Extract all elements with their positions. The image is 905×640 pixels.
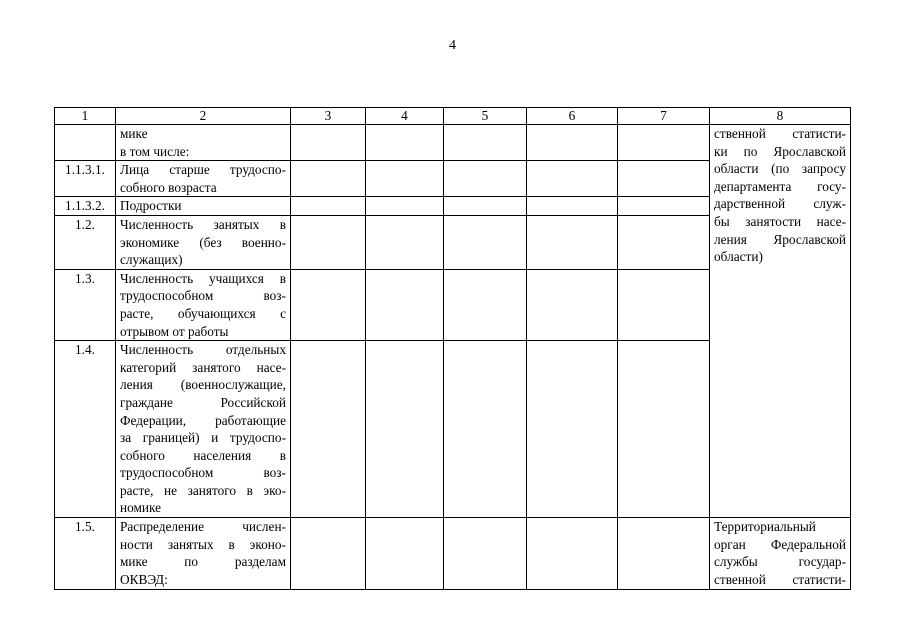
description-line: номике — [120, 500, 162, 516]
page-number: 4 — [449, 38, 456, 53]
source-line: ственной статисти- — [714, 126, 846, 141]
description-line: мике по разделам — [120, 554, 286, 570]
value-cell — [527, 197, 618, 216]
source-line: области (по запросу — [714, 161, 846, 177]
description-line: Численность отдельных — [120, 342, 286, 358]
row-description — [116, 197, 291, 216]
value-cell — [527, 215, 618, 269]
source-line: ственной статисти- — [714, 571, 846, 587]
column-header-1: 1 — [55, 108, 116, 125]
description-line: в том числе: — [120, 143, 190, 159]
description-line: категорий занятого насе- — [120, 359, 286, 375]
source-line: орган Федеральной — [714, 536, 846, 552]
source-line: департамента госу- — [714, 178, 846, 194]
value-cell — [291, 215, 366, 269]
value-cell — [366, 125, 444, 161]
row-description — [116, 125, 291, 161]
source-line: ки по Ярославской — [714, 143, 846, 159]
value-cell — [527, 161, 618, 197]
column-header-5: 5 — [444, 108, 527, 125]
source-cell — [710, 518, 851, 590]
description-line: ОКВЭД: — [120, 571, 168, 587]
description-line: отрывом от работы — [120, 323, 229, 339]
column-header-8: 8 — [710, 108, 851, 125]
value-cell — [618, 215, 710, 269]
description-line: Численность учащихся в — [120, 270, 286, 286]
value-cell — [366, 161, 444, 197]
column-header-2: 2 — [116, 108, 291, 125]
row-description — [116, 518, 291, 590]
value-cell — [291, 161, 366, 197]
value-cell — [618, 197, 710, 216]
row-number: 1.4. — [55, 341, 116, 518]
value-cell — [618, 161, 710, 197]
value-cell — [291, 197, 366, 216]
row-description — [116, 341, 291, 518]
row-description — [116, 161, 291, 197]
description-line: собного населения в — [120, 447, 286, 463]
value-cell — [444, 161, 527, 197]
value-cell — [366, 518, 444, 590]
description-line: Лица старше трудоспо- — [120, 162, 286, 178]
description-line: экономике (без военно- — [120, 234, 286, 250]
table-row — [55, 518, 851, 590]
description-line: ности занятых в эконо- — [120, 536, 286, 552]
description-line: Распределение числен- — [120, 519, 286, 535]
row-description — [116, 269, 291, 340]
value-cell — [527, 341, 618, 518]
value-cell — [444, 215, 527, 269]
source-line: дарственной служ- — [714, 196, 846, 212]
description-line: Федерации, работающие — [120, 412, 286, 428]
value-cell — [444, 341, 527, 518]
column-header-4: 4 — [366, 108, 444, 125]
source-cell — [710, 125, 851, 518]
value-cell — [366, 269, 444, 340]
description-line: собного возраста — [120, 179, 217, 195]
row-number: 1.5. — [55, 518, 116, 590]
row-description — [116, 215, 291, 269]
value-cell — [527, 518, 618, 590]
value-cell — [527, 269, 618, 340]
row-number: 1.2. — [55, 215, 116, 269]
value-cell — [444, 518, 527, 590]
row-number: 1.1.3.2. — [55, 197, 116, 216]
description-line: за границей) и трудоспо- — [120, 430, 286, 446]
value-cell — [527, 125, 618, 161]
description-line: трудоспособном воз- — [120, 288, 286, 304]
description-line: расте, не занятого в эко- — [120, 482, 286, 498]
value-cell — [618, 269, 710, 340]
value-cell — [366, 197, 444, 216]
source-line: бы занятости насе- — [714, 213, 846, 229]
description-line: ления (военнослужащие, — [120, 377, 286, 393]
value-cell — [618, 125, 710, 161]
value-cell — [291, 125, 366, 161]
description-line: расте, обучающихся с — [120, 305, 286, 321]
value-cell — [444, 125, 527, 161]
source-line: области) — [714, 249, 763, 265]
description-line: служащих) — [120, 252, 183, 268]
value-cell — [291, 269, 366, 340]
value-cell — [366, 341, 444, 518]
source-line: службы государ- — [714, 554, 846, 570]
row-number — [55, 125, 116, 161]
description-line: граждане Российской — [120, 394, 286, 410]
table-row — [55, 125, 851, 161]
statistics-table — [54, 107, 851, 590]
description-line: мике — [120, 126, 148, 141]
value-cell — [618, 518, 710, 590]
description-line: трудоспособном воз- — [120, 465, 286, 481]
description-line: Численность занятых в — [120, 216, 286, 232]
column-header-3: 3 — [291, 108, 366, 125]
value-cell — [366, 215, 444, 269]
source-line: Территориальный — [714, 519, 816, 535]
description-line: Подростки — [120, 198, 182, 214]
row-number: 1.3. — [55, 269, 116, 340]
column-header-7: 7 — [618, 108, 710, 125]
source-line: ления Ярославской — [714, 231, 846, 247]
value-cell — [618, 341, 710, 518]
value-cell — [444, 197, 527, 216]
value-cell — [291, 518, 366, 590]
column-header-6: 6 — [527, 108, 618, 125]
header-row — [55, 108, 851, 125]
value-cell — [444, 269, 527, 340]
value-cell — [291, 341, 366, 518]
row-number: 1.1.3.1. — [55, 161, 116, 197]
